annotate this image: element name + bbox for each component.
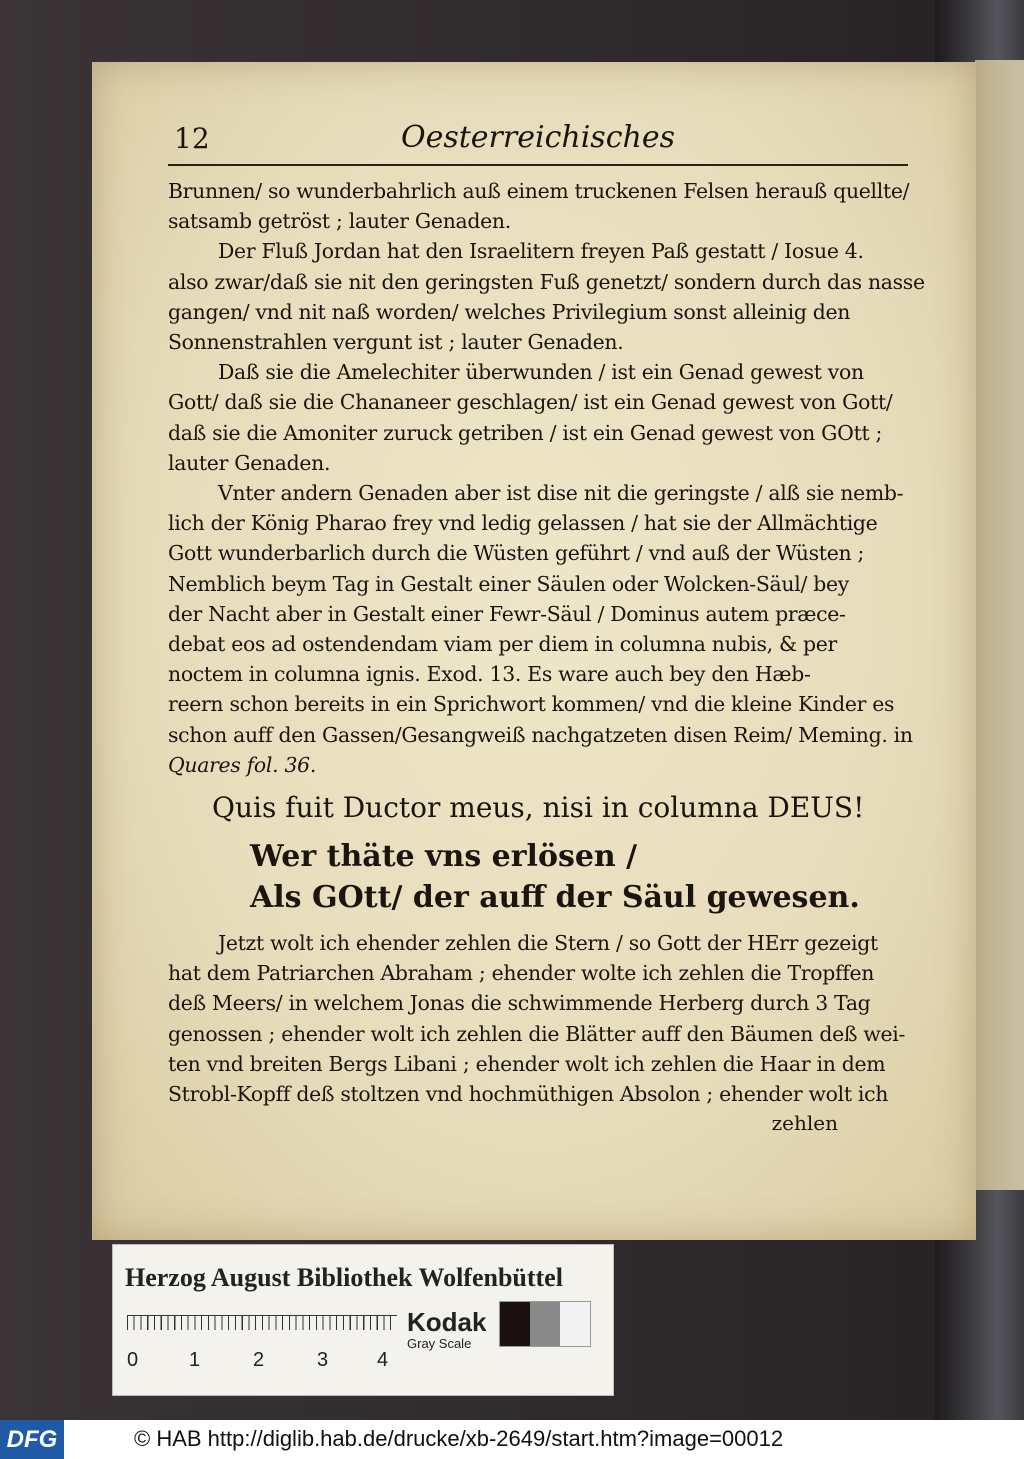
gray-patch (530, 1302, 560, 1346)
gray-patch (560, 1302, 590, 1346)
text-line: Gott wunderbarlich durch die Wüsten geführt / vnd auß der Wüsten ; (168, 541, 865, 566)
text-line: ten vnd breiten Bergs Libani ; ehender wolt ich zehlen die Haar in dem (168, 1051, 886, 1076)
verse-line: Als GOtt/ der auff der Säul gewesen. (250, 880, 860, 916)
text-line: schon auff den Gassen/Gesangweiß nachgatzeten disen Reim/ Meming. in (168, 722, 913, 747)
text-line: Gott/ daß sie die Chananeer geschlagen/ ist ein Genad gewest von Gott/ (168, 390, 893, 415)
adjacent-page-edge (975, 60, 1024, 1190)
text-line: Der Fluß Jordan hat den Israelitern freyen Paß gestatt / Iosue 4. (218, 239, 864, 264)
text-line: lauter Genaden. (168, 450, 331, 475)
text-line: Vnter andern Genaden aber ist dise nit die geringste / alß sie nemb- (218, 481, 904, 506)
text-line: noctem in columna ignis. Exod. 13. Es ware auch bey den Hæb- (168, 662, 811, 687)
copyright-url[interactable]: © HAB http://diglib.hab.de/drucke/xb-2649/start.htm?image=00012 (134, 1426, 784, 1451)
text-line: Sonnenstrahlen vergunt ist ; lauter Genaden. (168, 330, 624, 355)
library-label (112, 1244, 614, 1396)
page-header (168, 120, 908, 160)
ruler (127, 1315, 397, 1371)
ruler-scale (127, 1315, 397, 1346)
text-line: Brunnen/ so wunderbahrlich auß einem truckenen Felsen herauß quellte/ (168, 179, 910, 203)
kodak-brand: Kodak (407, 1307, 487, 1337)
text-line: reern schon bereits in ein Sprichwort kommen/ vnd die kleine Kinder es (168, 692, 895, 717)
ruler-number: 0 (127, 1349, 139, 1371)
ruler-number: 2 (253, 1349, 265, 1371)
text-line: der Nacht aber in Gestalt einer Fewr-Säul / Dominus autem præce- (168, 601, 846, 626)
text-line: gangen/ vnd nit naß worden/ welches Privilegium sonst alleinig den (168, 299, 851, 324)
book-page (92, 62, 976, 1240)
text-line: hat dem Patriarchen Abraham ; ehender wolte ich zehlen die Tropffen (168, 961, 875, 986)
latin-quote: Quis fuit Ductor meus, nisi in columna DEUS! (212, 791, 865, 825)
library-name: Herzog August Bibliothek Wolfenbüttel (125, 1263, 563, 1292)
gray-patch (500, 1302, 530, 1346)
ruler-number: 3 (317, 1349, 329, 1371)
text-line: Strobl-Kopff deß stoltzen vnd hochmüthigen Absolon ; ehender wolt ich (168, 1082, 889, 1107)
text-line: daß sie die Amoniter zuruck getriben / ist ein Genad gewest von GOtt ; (168, 420, 883, 445)
header-rule (168, 164, 908, 166)
text-line: Jetzt wolt ich ehender zehlen die Stern / so Gott der HErr gezeigt (218, 931, 878, 956)
gray-scale-patches (499, 1301, 591, 1347)
text-line: genossen ; ehender wolt ich zehlen die Blätter auff den Bäumen deß wei- (168, 1021, 906, 1046)
text-line: also zwar/daß sie nit den geringsten Fuß genetzt/ sondern durch das nasse (168, 269, 925, 294)
text-line: deß Meers/ in welchem Jonas die schwimmende Herberg durch 3 Tag (168, 991, 871, 1016)
ruler-number: 4 (377, 1349, 389, 1371)
catchword: zehlen (771, 1111, 838, 1136)
footer-bar (0, 1420, 1024, 1459)
verse-line: Wer thäte vns erlösen / (250, 839, 638, 875)
page-text-block (168, 120, 925, 1137)
dfg-logo: DFG (0, 1420, 64, 1459)
ruler-number: 1 (189, 1349, 201, 1371)
page-number: 12 (174, 122, 210, 155)
text-line: Daß sie die Amelechiter überwunden / ist ein Genad gewest von (218, 360, 864, 385)
text-line: Nemblich beym Tag in Gestalt einer Säulen oder Wolcken-Säul/ bey (168, 571, 849, 596)
text-line: satsamb getröst ; lauter Genaden. (168, 209, 511, 234)
kodak-subtitle: Gray Scale (407, 1336, 472, 1351)
text-line: lich der König Pharao frey vnd ledig gelassen / hat sie der Allmächtige (168, 511, 878, 536)
text-line: debat eos ad ostendendam viam per diem in columna nubis, & per (168, 632, 837, 657)
kodak-mark (407, 1307, 486, 1351)
text-line: Quares fol. 36. (168, 752, 317, 777)
running-head: Oesterreichisches (401, 120, 675, 155)
